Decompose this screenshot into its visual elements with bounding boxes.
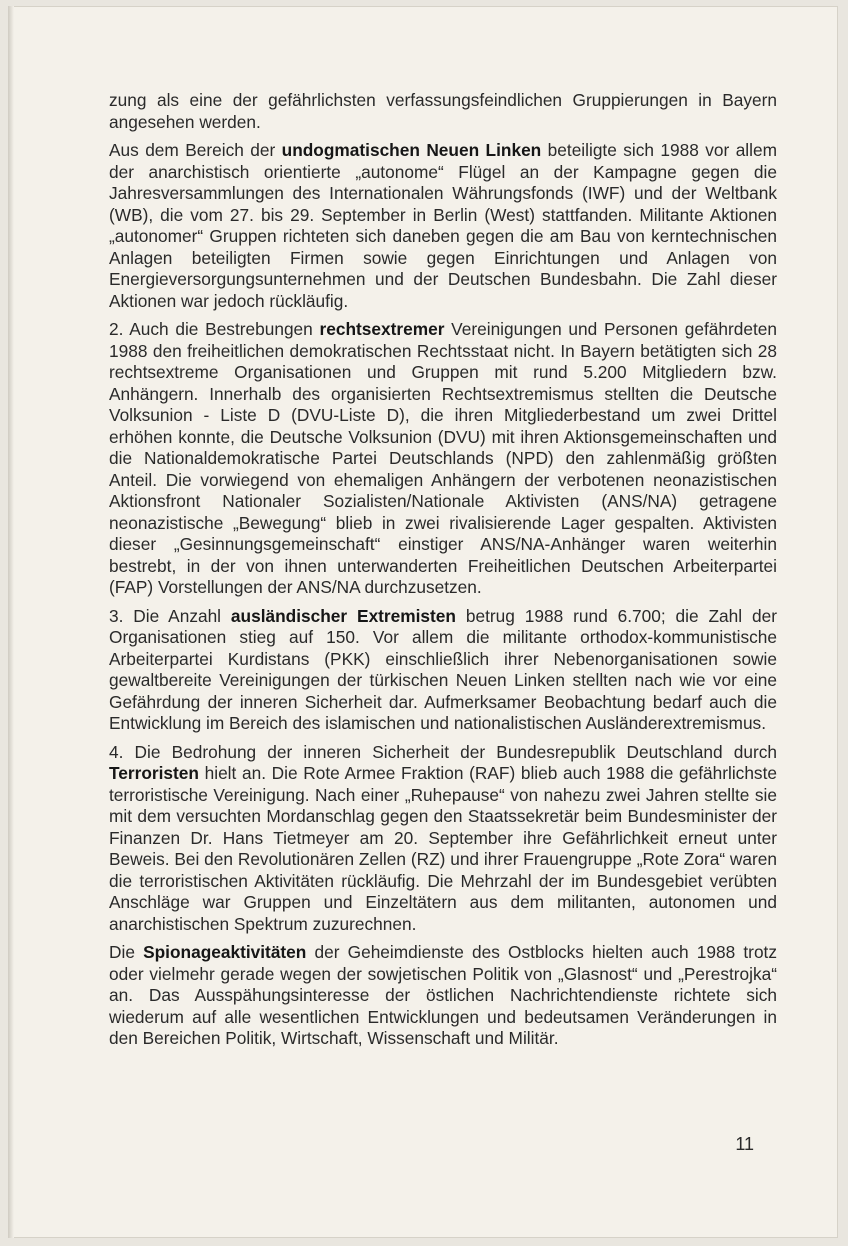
bold-term: ausländischer Extremisten [230,605,456,626]
body-text [109,90,777,1057]
text-run: 3. Die Anzahl [109,605,231,626]
bold-term: Spionageaktivitäten [143,942,307,962]
document-page [8,6,838,1238]
paragraph [109,942,777,1050]
text-run: betrug 1988 rund 6.700; die Zahl der Organisationen stieg auf 150. Vor allem die militante orthodox-kommunistische Arbeiterpartei Kurdistans (PKK) einschließlich ihrer Nebenorganisationen sowie gewaltbereite Vereinigungen der türkischen Neuen Linken stellten nach wie vor eine Gefährdung der inneren Sicherheit dar. Aufmerksamer Beobachtung bedarf auch die Entwicklung im Bereich des islamischen und nationalistischen Ausländerextremismus. [109,605,777,733]
bold-term: undogmatischen Neuen Linken [281,140,542,160]
text-run: Aus dem Bereich der [109,140,282,160]
page-number: 11 [735,1134,754,1154]
text-run: 2. Auch die Bestrebungen [109,319,320,339]
text-run: 4. Die Bedrohung der inneren Sicherheit der Bundesrepublik Deutschland durch [109,741,777,762]
text-run: Die [109,942,144,962]
paragraph [109,319,777,599]
bold-term: rechtsextremer [319,319,445,339]
paragraph [109,742,777,936]
paragraph [109,606,777,735]
page-binding-edge [8,6,14,1238]
paragraph [109,140,777,312]
text-run: der Geheimdienste des Ostblocks hielten auch 1988 trotz oder vielmehr gerade wegen der sowjetischen Politik von „Glasnost“ und „Perestrojka“ an. Das Ausspähungsinteresse der östlichen Nachrichtendienste richtete sich wiederum auf alle wesentlichen Entwicklungen und bedeutsamen Veränderungen in den Bereichen Politik, Wirtschaft, Wissenschaft und Militär. [109,942,777,1048]
paragraph [109,90,777,133]
text-run: zung als eine der gefährlichsten verfassungsfeindlichen Gruppierungen in Bayern angesehen werden. [109,90,777,132]
text-run: beteiligte sich 1988 vor allem der anarchistisch orientierte „autonome“ Flügel an der Kampagne gegen die Jahresversammlungen des Internationalen Währungsfonds (IWF) und der Weltbank (WB), die vom 27. bis 29. September in Berlin (West) stattfanden. Militante Aktionen „autonomer“ Gruppen richteten sich daneben gegen die am Bau von kerntechnischen Anlagen beteiligten Firmen sowie gegen Einrichtungen und Anlagen von Energieversorgungsunternehmen und der Deutschen Bundesbahn. Die Zahl dieser Aktionen war jedoch rückläufig. [109,140,777,311]
text-run: Vereinigungen und Personen gefährdeten 1988 den freiheitlichen demokratischen Rechtsstaat nicht. In Bayern betätigten sich 28 rechtsextreme Organisationen und Gruppen mit rund 5.200 Mitgliedern bzw. Anhängern. Innerhalb des organisierten Rechtsextremismus stellten die Deutsche Volksunion - Liste D (DVU-Liste D), die ihren Mitgliederbestand um zwei Drittel erhöhen konnte, die Deutsche Volksunion (DVU) mit ihren Aktionsgemeinschaften und die Nationaldemokratische Partei Deutschlands (NPD) den zahlenmäßig größten Anteil. Die vorwiegend von ehemaligen Anhängern der verbotenen neonazistischen Aktionsfront Nationaler Sozialisten/Nationale Aktivisten (ANS/NA) getragene neonazistische „Bewegung“ blieb in zwei rivalisierende Lager gespalten. Aktivisten dieser „Gesinnungsgemeinschaft“ einstiger ANS/NA-Anhänger waren weiterhin bestrebt, in der von ihnen unterwanderten Freiheitlichen Deutschen Arbeiterpartei (FAP) Vorstellungen der ANS/NA durchzusetzen. [109,319,777,597]
bold-term: Terroristen [109,763,199,783]
text-run: hielt an. Die Rote Armee Fraktion (RAF) blieb auch 1988 die gefährlichste terroristische Vereinigung. Nach einer „Ruhepause“ von nahezu zwei Jahren stellte sie mit dem versuchten Mordanschlag gegen den Staatssekretär beim Bundesminister der Finanzen Dr. Hans Tietmeyer am 20. September ihre Gefährlichkeit erneut unter Beweis. Bei den Revolutionären Zellen (RZ) und ihrer Frauengruppe „Rote Zora“ waren die terroristischen Aktivitäten rückläufig. Die Mehrzahl der im Bundesgebiet verübten Anschläge war Gruppen und Einzeltätern aus dem militanten, autonomen und anarchistischen Spektrum zuzurechnen. [109,763,777,934]
